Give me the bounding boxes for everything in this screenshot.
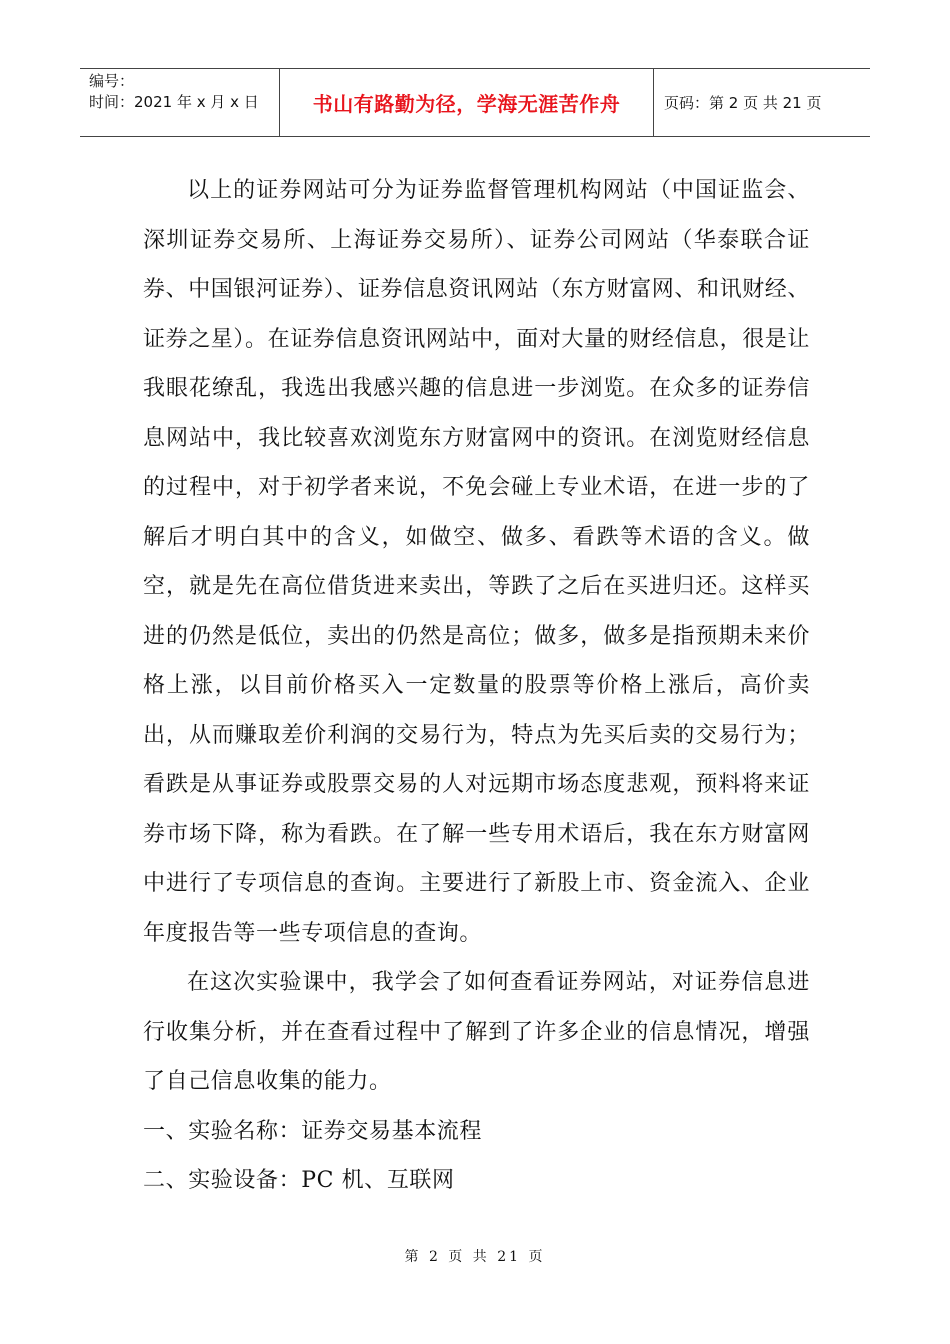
page-footer: 第 2 页 共 21 页 [404, 1249, 546, 1265]
page-info: 页码：第 2 页 共 21 页 [664, 94, 822, 112]
document-header [80, 68, 870, 137]
experiment-name: 一、实验名称：证券交易基本流程 [143, 1118, 483, 1144]
document-body [143, 166, 810, 1206]
paragraph-conclusion: 在这次实验课中，我学会了如何查看证券网站，对证券信息进行收集分析，并在查看过程中了解到了许多企业的信息情况，增强了自己信息收集的能力。 [143, 970, 810, 1094]
header-meta [80, 69, 280, 136]
motto: 书山有路勤为径，学海无涯苦作舟 [280, 69, 654, 136]
time-label: 时间：2021 年 x 月 x 日 [89, 93, 259, 111]
number-label: 编号： [89, 72, 135, 90]
experiment-equipment: 二、实验设备：PC 机、互联网 [143, 1168, 455, 1193]
paragraph-securities-websites: 以上的证券网站可分为证券监督管理机构网站（中国证监会、深圳证券交易所、上海证券交易所）、证券公司网站（华泰联合证券、中国银河证券）、证券信息资讯网站（东方财富网、和讯财经、证券之星）。在证券信息资讯网站中，面对大量的财经信息，很是让我眼花缭乱，我选出我感兴趣的信息进一步浏览。在众多的证券信息网站中，我比较喜欢浏览东方财富网中的资讯。在浏览财经信息的过程中，对于初学者来说，不免会碰上专业术语，在进一步的了解后才明白其中的含义，如做空、做多、看跌等术语的含义。做空，就是先在高位借货进来卖出，等跌了之后在买进归还。这样买进的仍然是低位，卖出的仍然是高位；做多，做多是指预期未来价格上涨，以目前价格买入一定数量的股票等价格上涨后，高价卖出，从而赚取差价利润的交易行为，特点为先买后卖的交易行为；看跌是从事证券或股票交易的人对远期市场态度悲观，预料将来证券市场下降，称为看跌。在了解一些专用术语后，我在东方财富网中进行了专项信息的查询。主要进行了新股上市、资金流入、企业年度报告等一些专项信息的查询。 [143, 178, 811, 946]
